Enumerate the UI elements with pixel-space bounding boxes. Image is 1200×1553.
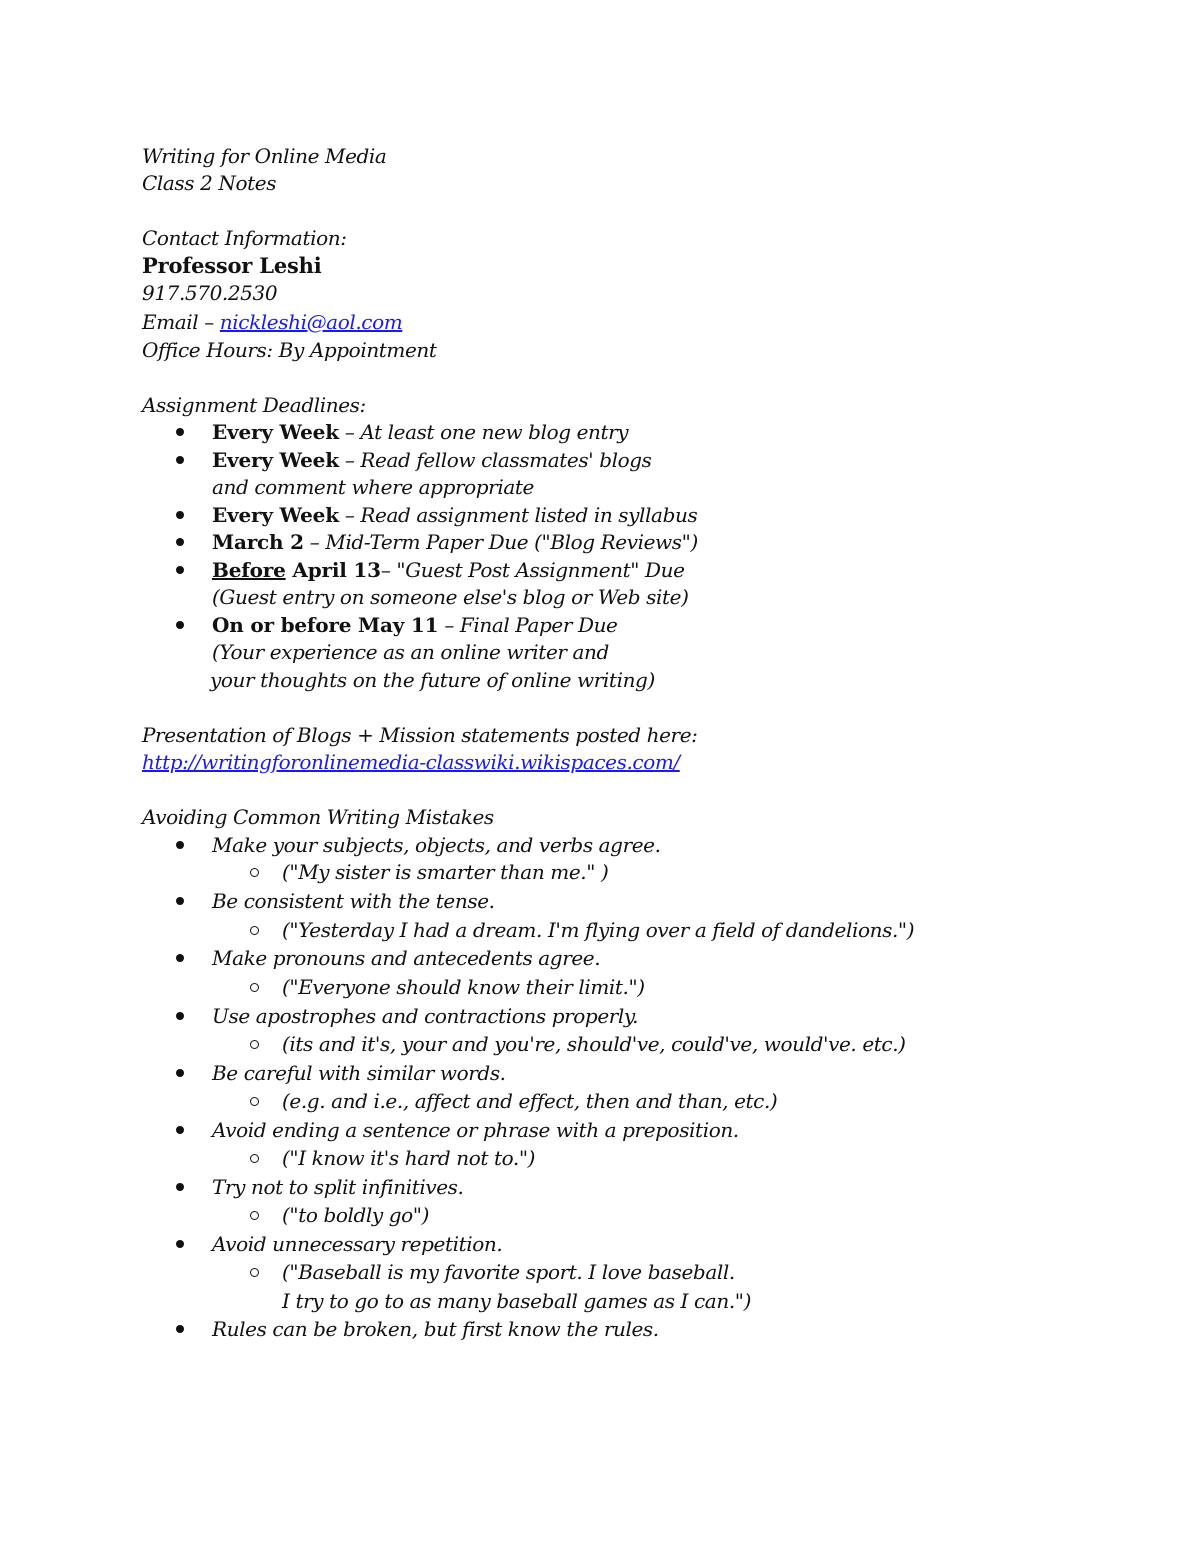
mistake-example: ("I know it's hard not to.") (282, 1146, 536, 1170)
mistakes-heading: Avoiding Common Writing Mistakes (142, 805, 494, 829)
bullet-icon (176, 1183, 184, 1191)
mistake-example: ("Everyone should know their limit.") (282, 975, 645, 999)
mistake-item: Try not to split infinitives. (212, 1175, 464, 1199)
email-link[interactable]: nickleshi@aol.com (219, 310, 403, 334)
bullet-icon (176, 897, 184, 905)
mistake-item: Be careful with similar words. (212, 1061, 506, 1085)
bullet-icon (176, 841, 184, 849)
bullet-icon (176, 456, 184, 464)
wiki-link-line (142, 748, 680, 776)
deadline-item: Every Week – Read fellow classmates' blogs (212, 448, 652, 472)
deadline-item-continuation: (Guest entry on someone else's blog or Web site) (212, 585, 689, 609)
deadline-item: Every Week – At least one new blog entry (212, 420, 629, 444)
mistake-item: Use apostrophes and contractions properly. (212, 1004, 639, 1028)
mistake-example: (e.g. and i.e., affect and effect, then and than, etc.) (282, 1089, 778, 1113)
deadline-item: March 2 – Mid-Term Paper Due ("Blog Reviews") (212, 530, 698, 554)
mistake-example: ("My sister is smarter than me." ) (282, 860, 609, 884)
mistake-item: Avoid ending a sentence or phrase with a preposition. (212, 1118, 739, 1142)
bullet-icon (176, 1126, 184, 1134)
deadline-item-continuation: your thoughts on the future of online writing) (210, 668, 655, 692)
class-subtitle: Class 2 Notes (142, 171, 277, 195)
course-title: Writing for Online Media (142, 144, 387, 168)
deadline-item-continuation: (Your experience as an online writer and (212, 640, 609, 664)
bullet-icon (176, 1240, 184, 1248)
bullet-icon (176, 1012, 184, 1020)
bullet-icon (176, 1069, 184, 1077)
bullet-icon (176, 1325, 184, 1333)
mistake-example: ("Baseball is my favorite sport. I love baseball. (282, 1260, 735, 1284)
mistake-example: (its and it's, your and you're, should've, could've, would've. etc.) (282, 1032, 906, 1056)
mistake-example: ("Yesterday I had a dream. I'm flying over a field of dandelions.") (282, 918, 915, 942)
mistake-example-continuation: I try to go to as many baseball games as I can.") (282, 1289, 751, 1313)
sub-bullet-icon (250, 926, 259, 935)
sub-bullet-icon (250, 868, 259, 877)
mistake-item: Rules can be broken, but first know the rules. (212, 1317, 659, 1341)
bullet-icon (176, 538, 184, 546)
bullet-icon (176, 621, 184, 629)
bullet-icon (176, 511, 184, 519)
bullet-icon (176, 428, 184, 436)
sub-bullet-icon (250, 1268, 259, 1277)
sub-bullet-icon (250, 1097, 259, 1106)
presentation-text: Presentation of Blogs + Mission statements posted here: (142, 723, 698, 747)
mistake-item: Make pronouns and antecedents agree. (212, 946, 601, 970)
mistake-item: Be consistent with the tense. (212, 889, 495, 913)
sub-bullet-icon (250, 1211, 259, 1220)
sub-bullet-icon (250, 1154, 259, 1163)
email-label: Email – (142, 310, 220, 334)
mistake-example: ("to boldly go") (282, 1203, 429, 1227)
deadlines-heading: Assignment Deadlines: (142, 393, 366, 417)
bullet-icon (176, 954, 184, 962)
mistake-item: Avoid unnecessary repetition. (212, 1232, 503, 1256)
contact-heading: Contact Information: (142, 226, 347, 250)
wiki-link[interactable]: http://writingforonlinemedia-classwiki.wikispaces.com/ (142, 750, 680, 774)
deadline-item: On or before May 11 – Final Paper Due (212, 613, 618, 637)
professor-name: Professor Leshi (142, 253, 322, 278)
sub-bullet-icon (250, 1040, 259, 1049)
office-hours: Office Hours: By Appointment (142, 338, 437, 362)
sub-bullet-icon (250, 983, 259, 992)
mistake-item: Make your subjects, objects, and verbs agree. (212, 833, 661, 857)
deadline-item: Every Week – Read assignment listed in syllabus (212, 503, 698, 527)
bullet-icon (176, 566, 184, 574)
email-line (142, 308, 402, 336)
phone-number: 917.570.2530 (142, 281, 278, 305)
deadline-item-continuation: and comment where appropriate (212, 475, 534, 499)
deadline-item: Before April 13– "Guest Post Assignment" Due (212, 558, 685, 582)
